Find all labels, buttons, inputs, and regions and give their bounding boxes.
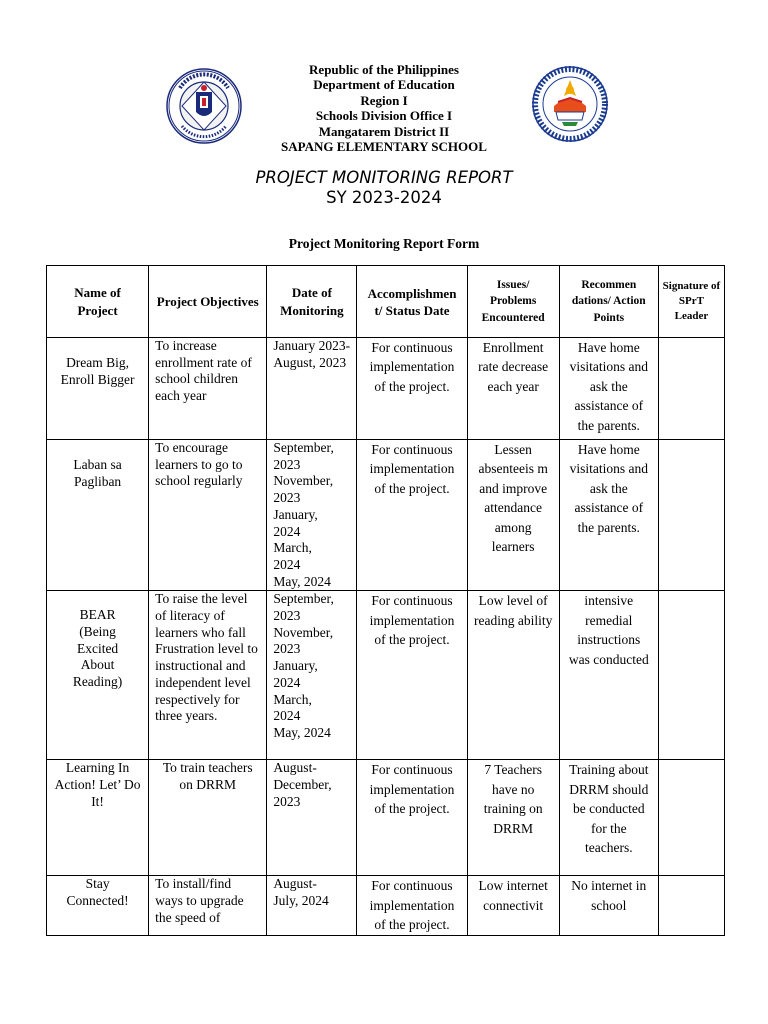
cell-status: For continuous implementation of the project. bbox=[357, 760, 467, 876]
header-date-of-monitoring: Date of Monitoring bbox=[267, 266, 357, 338]
cell-issues: 7 Teachers have no training on DRRM bbox=[467, 760, 559, 876]
header-accomplishment-status: Accomplishmen t/ Status Date bbox=[357, 266, 467, 338]
cell-status: For continuous implementation of the project. bbox=[357, 591, 467, 760]
cell-date: January 2023-August, 2023 bbox=[267, 338, 357, 440]
table-row bbox=[47, 338, 725, 440]
monitoring-table bbox=[46, 265, 725, 936]
cell-signature bbox=[658, 440, 724, 591]
cell-status: For continuous implementation of the project. bbox=[357, 440, 467, 591]
cell-project-name: Stay Connected! bbox=[47, 876, 149, 935]
header-recommendations: Recommen dations/ Action Points bbox=[559, 266, 658, 338]
cell-signature bbox=[658, 760, 724, 876]
cell-recommendations: No internet in school bbox=[559, 876, 658, 935]
cell-objectives: To raise the level of literacy of learners who fall Frustration level to instructional and independent level respectively for three years. bbox=[149, 591, 267, 760]
cell-recommendations: Training about DRRM should be conducted for the teachers. bbox=[559, 760, 658, 876]
cell-status: For continuous implementation of the project. bbox=[357, 338, 467, 440]
report-title bbox=[0, 168, 768, 208]
cell-project-name: BEAR (Being Excited About Reading) bbox=[47, 591, 149, 760]
cell-signature bbox=[658, 338, 724, 440]
cell-objectives: To train teachers on DRRM bbox=[149, 760, 267, 876]
report-title-line-1: PROJECT MONITORING REPORT bbox=[255, 168, 513, 187]
letterhead-line: Department of Education bbox=[313, 77, 455, 93]
table-row bbox=[47, 591, 725, 760]
letterhead-line: Republic of the Philippines bbox=[309, 62, 459, 77]
header-project-objectives: Project Objectives bbox=[149, 266, 267, 338]
cell-issues: Low level of reading ability bbox=[467, 591, 559, 760]
cell-date: August- July, 2024 bbox=[267, 876, 357, 935]
cell-recommendations: intensive remedial instructions was conducted bbox=[559, 591, 658, 760]
cell-date: August- December, 2023 bbox=[267, 760, 357, 876]
form-title: Project Monitoring Report Form bbox=[288, 236, 480, 251]
cell-objectives: To encourage learners to go to school regularly bbox=[149, 440, 267, 591]
cell-date: September, 2023 November, 2023 January, 2024 March, 2024 May, 2024 bbox=[267, 440, 357, 591]
cell-date: September, 2023 November, 2023 January, 2024 March, 2024 May, 2024 bbox=[267, 591, 357, 760]
cell-status: For continuous implementation of the project. bbox=[357, 876, 467, 935]
letterhead-line: Schools Division Office I bbox=[315, 108, 453, 124]
report-title-line-2: SY 2023-2024 bbox=[326, 188, 442, 207]
header-signature: Signature of SPrT Leader bbox=[658, 266, 724, 338]
cell-project-name: Dream Big, Enroll Bigger bbox=[47, 338, 149, 440]
cell-signature bbox=[658, 876, 724, 935]
table-row bbox=[47, 760, 725, 876]
cell-objectives: To increase enrollment rate of school children each year bbox=[149, 338, 267, 440]
header-issues-problems: Issues/ Problems Encountered bbox=[467, 266, 559, 338]
cell-issues: Low internet connectivit bbox=[467, 876, 559, 935]
cell-recommendations: Have home visitations and ask the assistance of the parents. bbox=[559, 338, 658, 440]
cell-issues: Enrollment rate decrease each year bbox=[467, 338, 559, 440]
cell-project-name: Laban sa Pagliban bbox=[47, 440, 149, 591]
cell-project-name: Learning In Action! Let’ Do It! bbox=[47, 760, 149, 876]
school-name: SAPANG ELEMENTARY SCHOOL bbox=[281, 139, 487, 155]
cell-issues: Lessen absenteeis m and improve attendance among learners bbox=[467, 440, 559, 591]
cell-signature bbox=[658, 591, 724, 760]
table-row bbox=[47, 440, 725, 591]
letterhead-line: Region I bbox=[360, 92, 408, 108]
header-name-of-project: Name of Project bbox=[47, 266, 149, 338]
table-row bbox=[47, 876, 725, 935]
cell-recommendations: Have home visitations and ask the assistance of the parents. bbox=[559, 440, 658, 591]
letterhead bbox=[200, 62, 568, 154]
cell-objectives: To install/find ways to upgrade the speed of bbox=[149, 876, 267, 935]
letterhead-line: Mangatarem District II bbox=[318, 123, 450, 139]
